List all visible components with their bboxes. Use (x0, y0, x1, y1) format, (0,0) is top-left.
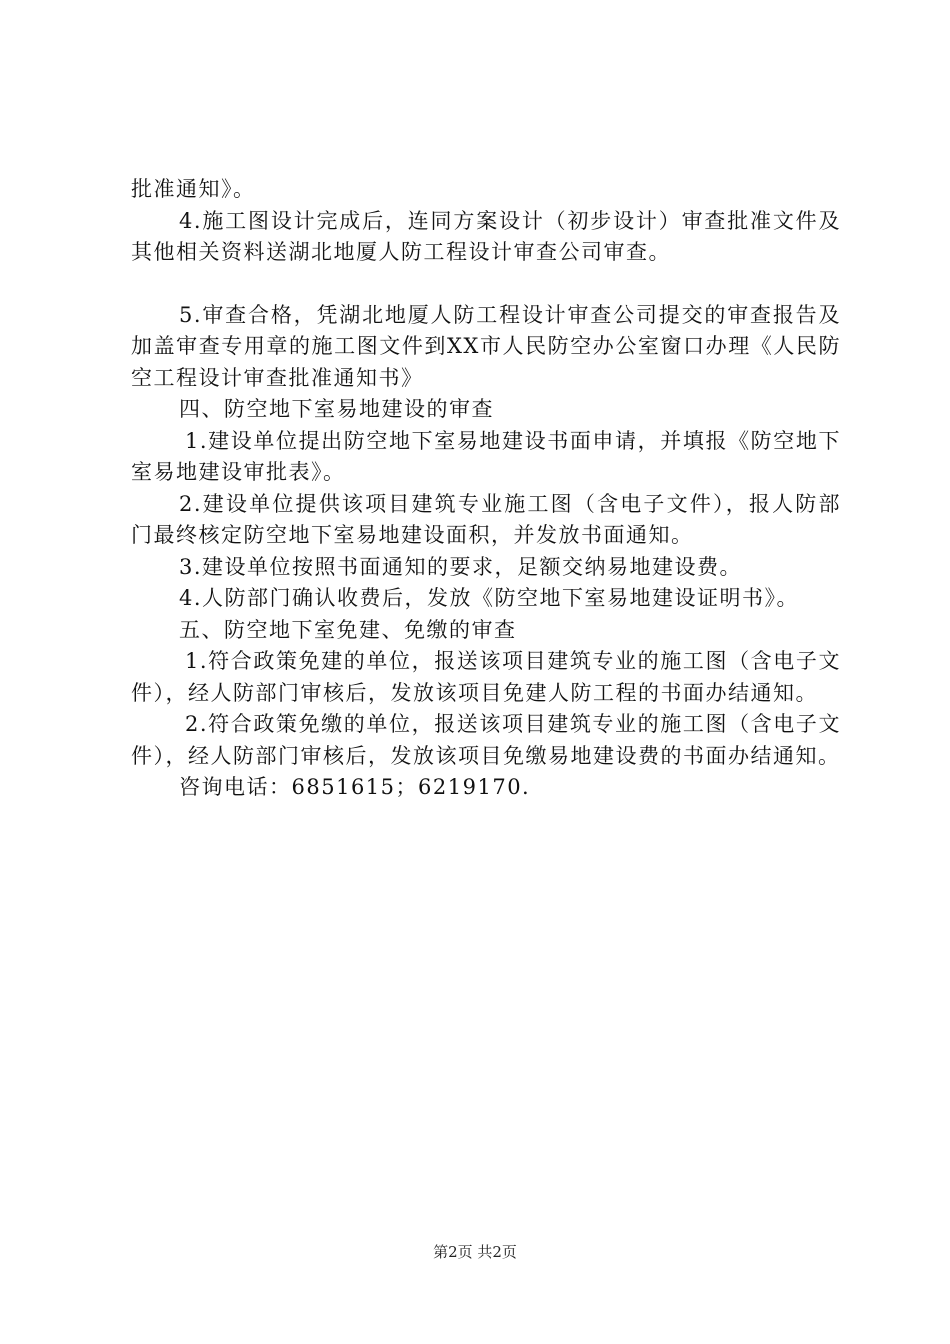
paragraph-relocation-step-2: 2.建设单位提供该项目建筑专业施工图（含电子文件），报人防部门最终核定防空地下室易地建设面积，并发放书面通知。 (131, 491, 841, 547)
paragraph-gap (131, 269, 841, 300)
paragraph-relocation-step-4: 4.人防部门确认收费后，发放《防空地下室易地建设证明书》。 (179, 586, 800, 610)
paragraph-relocation-step-1: 1.建设单位提出防空地下室易地建设书面申请，并填报《防空地下室易地建设审批表》。 (131, 428, 841, 484)
page-number-footer: 第2页 共2页 (433, 1243, 517, 1261)
paragraph-relocation-step-3: 3.建设单位按照书面通知的要求，足额交纳易地建设费。 (179, 554, 743, 579)
document-body (131, 174, 841, 804)
paragraph-step-5-approval: 5.审查合格，凭湖北地厦人防工程设计审查公司提交的审查报告及加盖审查专用章的施工图文件到XX市人民防空办公室窗口办理《人民防空工程设计审查批准通知书》 (131, 302, 841, 390)
paragraph-continuation: 批准通知》。 (131, 177, 256, 201)
section-heading-exemption: 五、防空地下室免建、免缴的审查 (179, 617, 517, 642)
paragraph-exemption-step-1: 1.符合政策免建的单位，报送该项目建筑专业的施工图（含电子文件），经人防部门审核后，发放该项目免建人防工程的书面办结通知。 (131, 649, 841, 705)
paragraph-exemption-step-2: 2.符合政策免缴的单位，报送该项目建筑专业的施工图（含电子文件），经人防部门审核后，发放该项目免缴易地建设费的书面办结通知。 (131, 712, 841, 768)
paragraph-step-4-submit: 4.施工图设计完成后，连同方案设计（初步设计）审查批准文件及其他相关资料送湖北地厦人防工程设计审查公司审查。 (131, 208, 841, 264)
contact-phone: 咨询电话：6851615；6219170. (179, 775, 531, 799)
section-heading-relocation: 四、防空地下室易地建设的审查 (179, 397, 494, 421)
